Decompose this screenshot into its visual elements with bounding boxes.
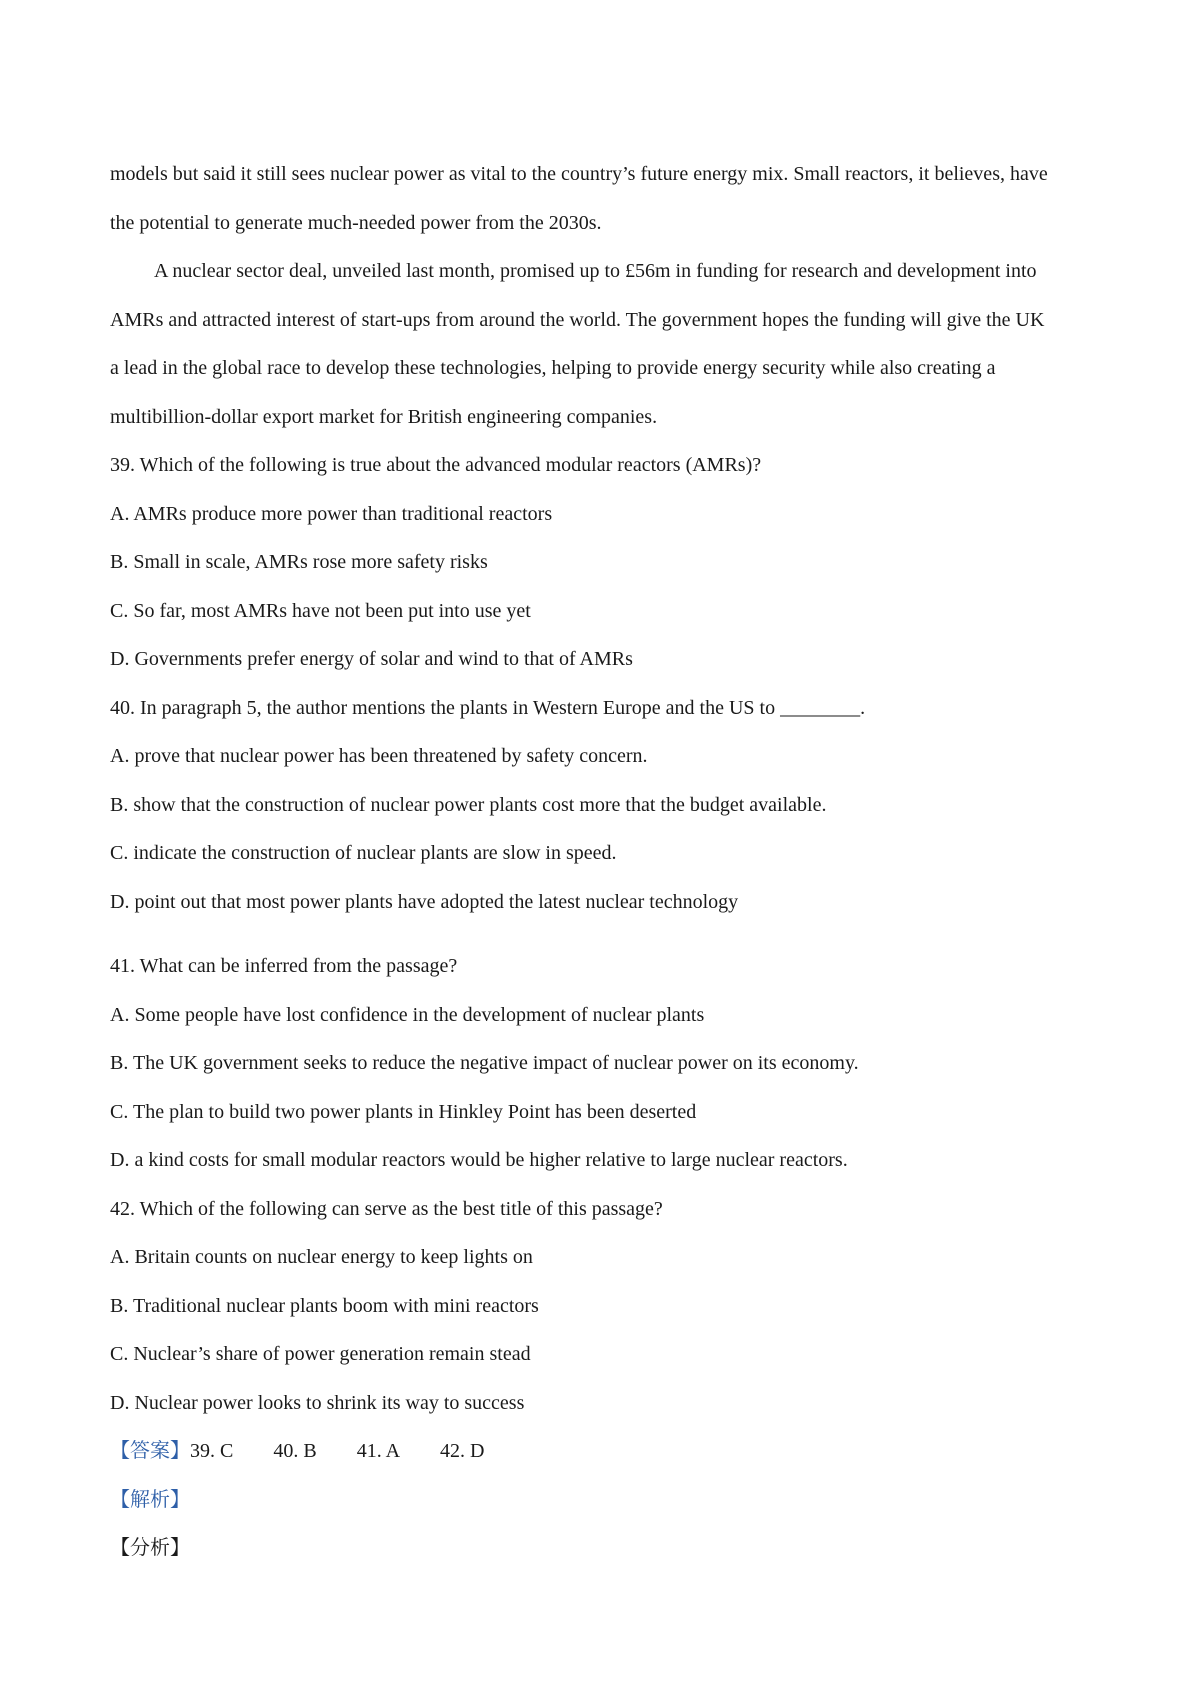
question-stem: 42. Which of the following can serve as the best title of this passage?	[110, 1197, 663, 1220]
analysis-label: 【解析】	[110, 1488, 190, 1511]
question-42	[110, 1185, 1100, 1428]
option-a: A. AMRs produce more power than traditional reactors	[110, 502, 553, 525]
option-c: C. Nuclear’s share of power generation remain stead	[110, 1343, 531, 1365]
question-40	[110, 684, 1100, 927]
option-d: D. Nuclear power looks to shrink its way to success	[110, 1391, 525, 1414]
option-a: A. Some people have lost confidence in the development of nuclear plants	[110, 1003, 705, 1026]
spacer	[110, 926, 1100, 942]
option-c: C. indicate the construction of nuclear plants are slow in speed.	[110, 842, 617, 864]
answer-item: 39. C	[190, 1440, 234, 1462]
answer-label: 【答案】	[110, 1440, 190, 1462]
option-a: A. Britain counts on nuclear energy to keep lights on	[110, 1246, 533, 1268]
question-39	[110, 441, 1100, 684]
option-c: C. The plan to build two power plants in Hinkley Point has been deserted	[110, 1100, 697, 1123]
option-d: D. point out that most power plants have adopted the latest nuclear technology	[110, 890, 739, 913]
passage-line: the potential to generate much-needed power from the 2030s.	[110, 211, 602, 234]
option-b: B. show that the construction of nuclear power plants cost more that the budget available.	[110, 793, 827, 816]
option-b: B. Traditional nuclear plants boom with mini reactors	[110, 1294, 539, 1317]
passage-line: multibillion-dollar export market for British engineering companies.	[110, 405, 658, 428]
answer-key	[110, 1427, 1100, 1476]
question-41	[110, 942, 1100, 1185]
passage-line: models but said it still sees nuclear power as vital to the country’s future energy mix. Small reactors, it believes, have	[110, 163, 1048, 185]
document-page	[110, 150, 1100, 1573]
option-c: C. So far, most AMRs have not been put into use yet	[110, 599, 531, 622]
option-a: A. prove that nuclear power has been threatened by safety concern.	[110, 745, 648, 767]
option-d: D. a kind costs for small modular reactors would be higher relative to large nuclear reactors.	[110, 1149, 848, 1171]
question-stem: 41. What can be inferred from the passage?	[110, 955, 458, 977]
passage-line: a lead in the global race to develop these technologies, helping to provide energy security while also creating a	[110, 357, 996, 379]
option-d: D. Governments prefer energy of solar and wind to that of AMRs	[110, 648, 633, 670]
answer-item: 40. B	[273, 1440, 317, 1462]
passage-line: AMRs and attracted interest of start-ups from around the world. The government hopes the funding will give the UK	[110, 308, 1045, 331]
answer-item: 42. D	[440, 1440, 485, 1462]
option-b: B. The UK government seeks to reduce the negative impact of nuclear power on its economy.	[110, 1052, 859, 1074]
fenxi-label: 【分析】	[110, 1537, 190, 1559]
passage-line: A nuclear sector deal, unveiled last month, promised up to £56m in funding for research and development into	[154, 260, 1037, 282]
question-stem: 39. Which of the following is true about the advanced modular reactors (AMRs)?	[110, 454, 762, 476]
option-b: B. Small in scale, AMRs rose more safety risks	[110, 551, 488, 573]
answer-item: 41. A	[356, 1440, 401, 1462]
question-stem: 40. In paragraph 5, the author mentions the plants in Western Europe and the US to ________.	[110, 696, 866, 719]
